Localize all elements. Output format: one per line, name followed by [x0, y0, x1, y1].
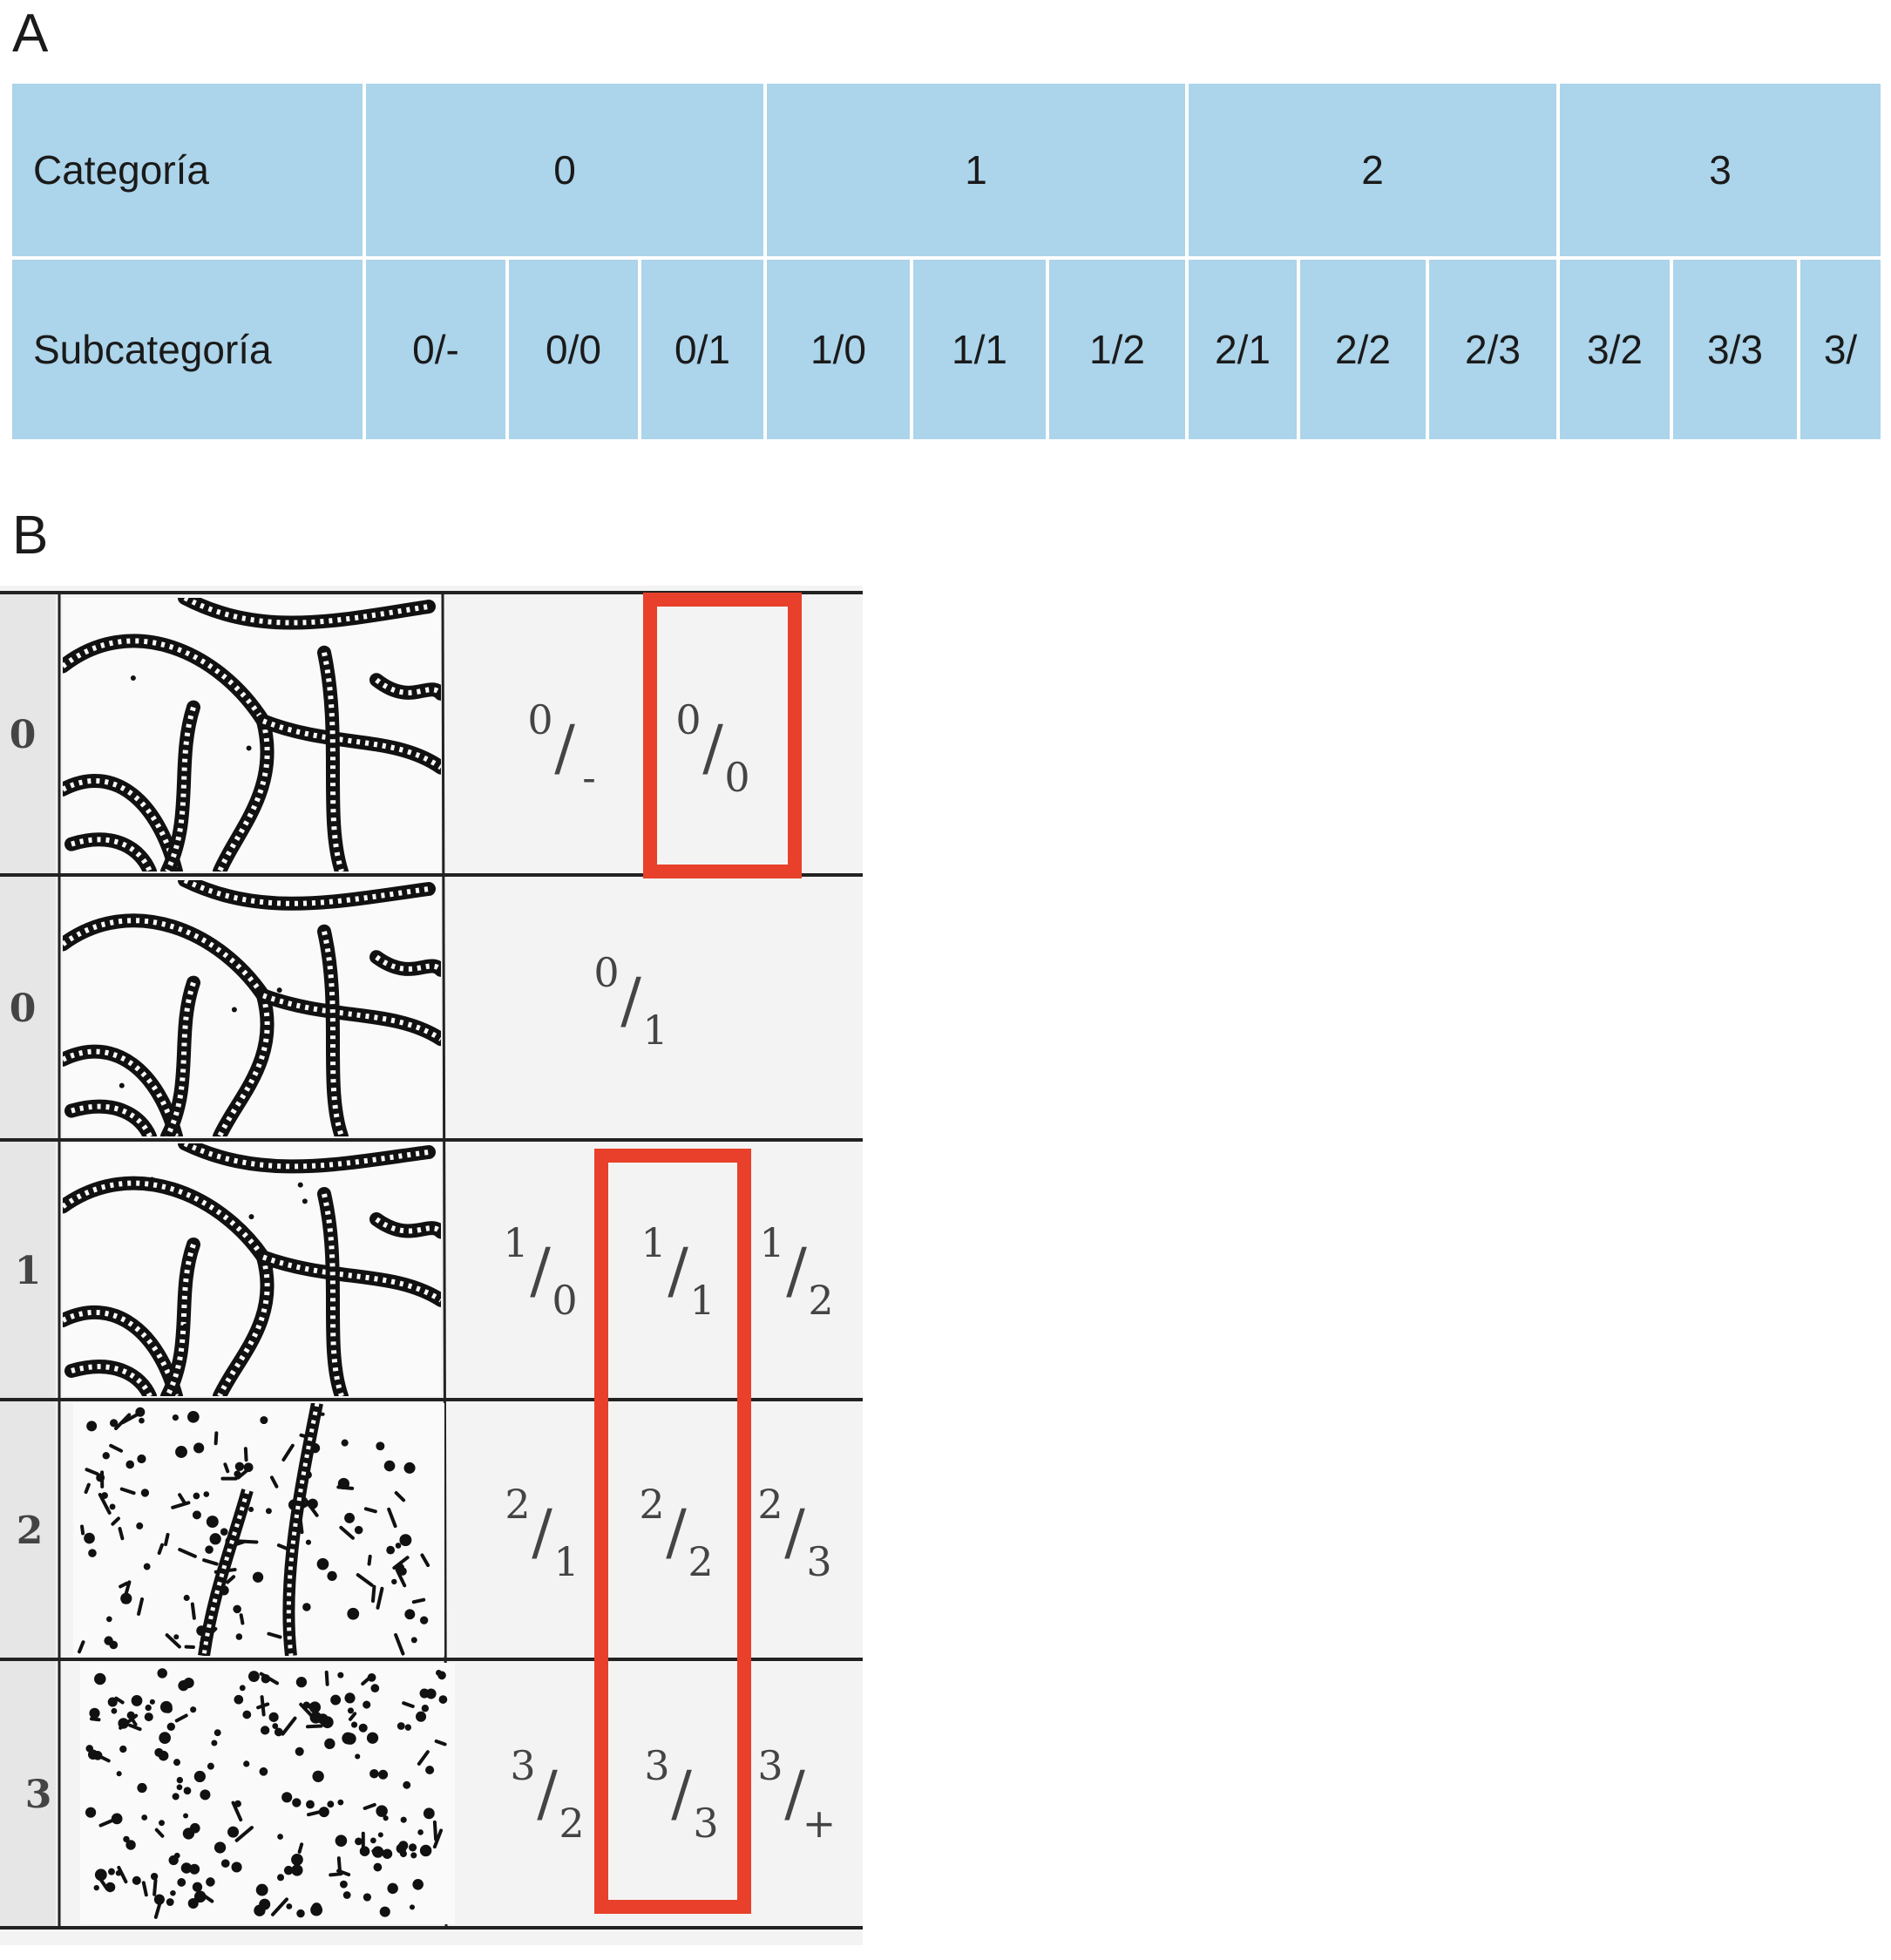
subcategory-row-label: Subcategoría	[12, 260, 363, 439]
fraction-slash: /	[702, 712, 723, 783]
fraction-numerator: 3	[510, 1742, 536, 1789]
fraction-numerator: 1	[503, 1219, 529, 1266]
fraction-denominator: 0	[724, 754, 750, 801]
fraction-numerator: 2	[505, 1481, 531, 1528]
category-cell-0: 0	[366, 84, 763, 256]
row-label-0: 0	[9, 713, 37, 757]
subcategory-cell: 1/0	[767, 260, 910, 439]
fraction-slash: /	[786, 1235, 807, 1306]
fraction-numerator: 1	[640, 1219, 667, 1266]
fraction-denominator: 1	[553, 1538, 580, 1585]
subcategory-cell: 0/0	[509, 260, 638, 439]
subcategory-cell: 2/1	[1189, 260, 1297, 439]
fraction-denominator: 0	[552, 1277, 578, 1324]
fraction-slash: /	[620, 965, 641, 1036]
category-cell-3: 3	[1560, 84, 1881, 256]
fraction-denominator: 3	[806, 1538, 832, 1585]
category-table	[12, 84, 1881, 439]
category-cell-1: 1	[767, 84, 1185, 256]
fraction-slash: /	[784, 1496, 805, 1568]
fraction-denominator: 3	[693, 1800, 719, 1847]
category-row-label: Categoría	[12, 84, 363, 256]
panel-b-letter: B	[12, 505, 49, 566]
fraction-numerator: 0	[527, 696, 553, 743]
fraction-denominator: +	[802, 1800, 837, 1847]
fraction-denominator: 2	[559, 1800, 585, 1847]
fraction-slash: /	[784, 1758, 805, 1829]
drawing-panel-3	[73, 1403, 444, 1656]
fraction-numerator: 3	[757, 1742, 783, 1789]
subcategory-cell: 0/-	[366, 260, 505, 439]
subcategory-cell: 3/3	[1673, 260, 1797, 439]
subcategory-cell: 1/1	[913, 260, 1046, 439]
ilo-standard-films-figure	[0, 586, 863, 1945]
fraction-slash: /	[532, 1496, 552, 1568]
panel-a-letter: A	[12, 3, 49, 64]
fraction-numerator: 3	[644, 1742, 670, 1789]
fraction-numerator: 0	[675, 696, 702, 743]
row-label-4: 3	[24, 1773, 52, 1817]
fraction-denominator: 1	[689, 1277, 715, 1324]
fraction-slash: /	[530, 1235, 551, 1306]
fraction-denominator: 2	[808, 1277, 834, 1324]
row-label-3: 2	[16, 1509, 44, 1553]
fraction-numerator: 2	[757, 1481, 783, 1528]
drawing-panel-0	[63, 598, 441, 871]
fraction-slash: /	[554, 712, 575, 783]
fraction-numerator: 2	[639, 1481, 665, 1528]
fraction-denominator: 1	[642, 1007, 668, 1054]
drawing-panel-4	[80, 1663, 455, 1924]
row-label-2: 1	[14, 1249, 42, 1293]
fraction-denominator: -	[582, 754, 596, 801]
fraction-slash: /	[537, 1758, 558, 1829]
drawing-panel-1	[63, 880, 441, 1136]
subcategory-cell: 3/2	[1560, 260, 1670, 439]
subcategory-cell: 2/2	[1300, 260, 1426, 439]
radiograph-drawings	[63, 598, 455, 1924]
fraction-slash: /	[668, 1235, 688, 1306]
fraction-denominator: 2	[688, 1538, 714, 1585]
subcategory-cell: 0/1	[641, 260, 763, 439]
subcategory-cell: 3/	[1800, 260, 1881, 439]
fraction-numerator: 0	[593, 949, 620, 996]
subcategory-cell: 2/3	[1429, 260, 1556, 439]
fraction-slash: /	[671, 1758, 692, 1829]
fraction-slash: /	[666, 1496, 687, 1568]
fraction-numerator: 1	[759, 1219, 785, 1266]
subcategory-cell: 1/2	[1049, 260, 1185, 439]
ilo-chart-svg	[0, 586, 863, 1945]
row-label-1: 0	[9, 987, 37, 1031]
drawing-panel-2	[63, 1143, 441, 1396]
category-cell-2: 2	[1189, 84, 1556, 256]
